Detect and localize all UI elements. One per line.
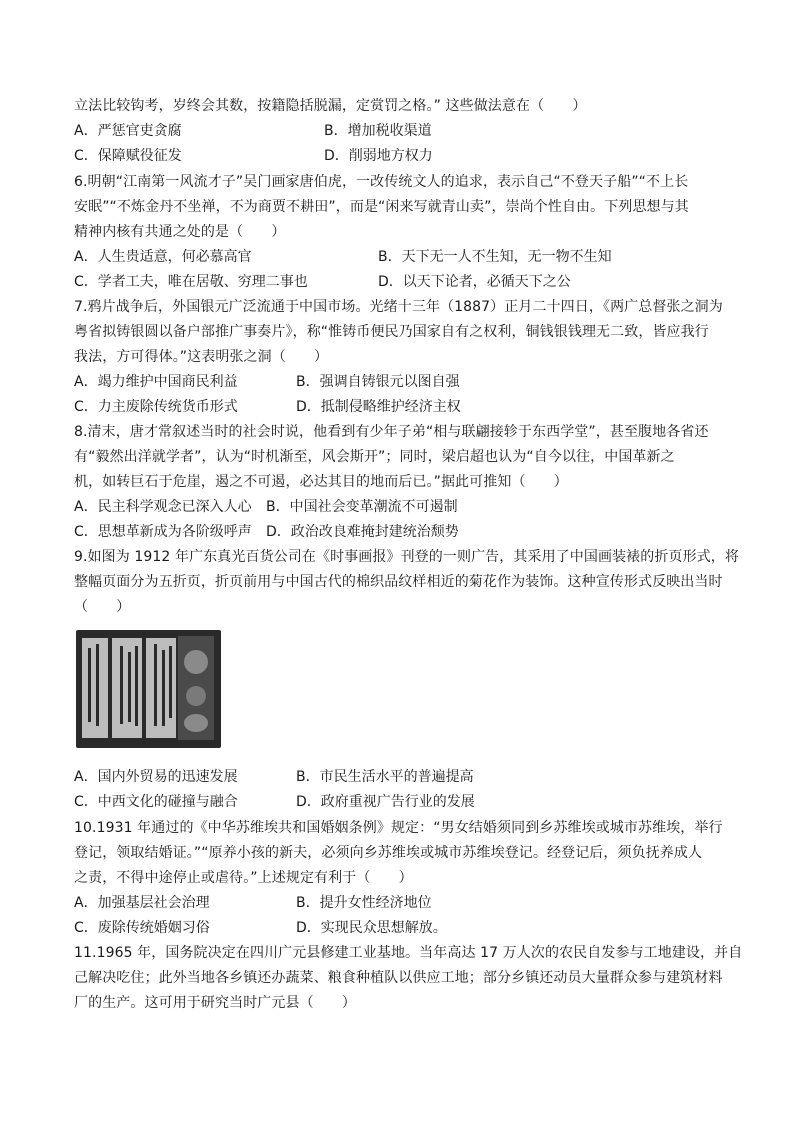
ad-fold-panel	[82, 638, 108, 738]
q8-stem-line-1: 8.清末，唐才常叙述当时的社会时说，他看到有少年子弟“相与联翩接轸于东西学堂”，甚至腹地各省还	[74, 424, 709, 440]
q10-option-b[interactable]: B．提升女性经济地位	[296, 895, 432, 911]
q11-stem-line-3: 厂的生产。这可用于研究当时广元县（ ）	[74, 995, 356, 1011]
q10-stem-line-1: 10.1931 年通过的《中华苏维埃共和国婚姻条例》规定：“男女结婚须同到乡苏维埃或城市苏维埃，举行	[74, 820, 723, 836]
q8-option-a[interactable]: A．民主科学观念已深入人心	[74, 499, 252, 515]
q10-stem-line-3: 之责，不得中途停止或虐待。”上述规定有利于（ ）	[74, 870, 413, 886]
q10-stem-line-2: 登记，领取结婚证。”“原养小孩的新夫，必须向乡苏维埃或城市苏维埃登记。经登记后，须负抚养成人	[74, 845, 703, 861]
q9-stem-line-3: （ ）	[74, 599, 131, 615]
q6-option-c[interactable]: C．学者工夫，唯在居敬、穷理二事也	[74, 274, 308, 290]
q9-option-b[interactable]: B．市民生活水平的普遍提高	[296, 769, 474, 785]
q9-stem-line-1: 9.如图为 1912 年广东真光百货公司在《时事画报》刊登的一则广告，其采用了中国画装裱的折页形式，将	[74, 549, 739, 565]
q7-stem-line-1: 7.鸦片战争后，外国银元广泛流通于中国市场。光绪十三年（1887）正月二十四日，《两广总督张之洞为	[74, 299, 723, 315]
q8-option-c[interactable]: C．思想革新成为各阶级呼声	[74, 524, 252, 540]
q11-stem-line-2: 己解决吃住；此外当地各乡镇还办蔬菜、粮食种植队以供应工地；部分乡镇还动员大量群众参与建筑材料	[74, 970, 723, 986]
q8-stem-line-3: 机，如转巨石于危崖，遏之不可遏，必达其目的地而后已。”据此可推知（ ）	[74, 474, 568, 490]
q5-option-d[interactable]: D．削弱地方权力	[324, 148, 433, 164]
q5-option-a[interactable]: A．严惩官吏贪腐	[74, 123, 182, 139]
q7-option-a[interactable]: A．竭力维护中国商民利益	[74, 374, 238, 390]
q8-option-b[interactable]: B．中国社会变革潮流不可遏制	[266, 499, 458, 515]
q10-option-a[interactable]: A．加强基层社会治理	[74, 895, 210, 911]
q6-stem-line-3: 精神内核有共通之处的是（ ）	[74, 224, 286, 240]
q5-stem: 立法比较钩考，岁终会其数，按籍隐括脱漏，定赏罚之格。” 这些做法意在（ ）	[74, 98, 587, 114]
q6-option-a[interactable]: A．人生贵适意，何必慕高官	[74, 249, 252, 265]
q7-option-c[interactable]: C．力主废除传统货币形式	[74, 399, 238, 415]
q9-option-a[interactable]: A．国内外贸易的迅速发展	[74, 769, 238, 785]
q7-stem-line-3: 我法，方可得体。”这表明张之洞（ ）	[74, 349, 329, 365]
q9-option-c[interactable]: C．中西文化的碰撞与融合	[74, 794, 238, 810]
q9-option-d[interactable]: D．政府重视广告行业的发展	[296, 794, 475, 810]
q10-option-d[interactable]: D．实现民众思想解放。	[296, 920, 447, 936]
q7-option-b[interactable]: B．强调自铸银元以图自强	[296, 374, 460, 390]
q9-stem-line-2: 整幅页面分为五折页，折页前用与中国古代的棉织品纹样相近的菊花作为装饰。这种宣传形式反映出当时	[74, 574, 723, 590]
q6-option-d[interactable]: D．以天下论者，必循天下之公	[378, 274, 571, 290]
advertisement-photo	[76, 630, 221, 748]
q6-stem-line-1: 6.明朝“江南第一风流才子”吴门画家唐伯虎，一改传统文人的追求，表示自己“不登天子船”“不上长	[74, 174, 689, 190]
q5-option-b[interactable]: B．增加税收渠道	[324, 123, 432, 139]
q10-option-c[interactable]: C．废除传统婚姻习俗	[74, 920, 210, 936]
q6-stem-line-2: 安眠”“不炼金丹不坐禅，不为商贾不耕田”，而是“闲来写就青山卖”，崇尚个性自由。下列思想与其	[74, 199, 689, 215]
q8-stem-line-2: 有“毅然出洋就学者”，认为“时机渐至，风会斯开”；同时，梁启超也认为“自今以往，中国革新之	[74, 449, 675, 465]
q11-stem-line-1: 11.1965 年，国务院决定在四川广元县修建工业基地。当年高达 17 万人次的农民自发参与工地建设，并自	[74, 945, 743, 961]
q7-stem-line-2: 粤省拟铸银圆以备户部推广事奏片》，称“惟铸币便民乃国家自有之权利，铜钱银钱理无二致，皆应我行	[74, 324, 709, 340]
q8-option-d[interactable]: D．政治改良难掩封建统治颓势	[266, 524, 459, 540]
q7-option-d[interactable]: D．抵制侵略维护经济主权	[296, 399, 461, 415]
q5-option-c[interactable]: C．保障赋役征发	[74, 148, 182, 164]
q6-option-b[interactable]: B．天下无一人不生知，无一物不生知	[378, 249, 612, 265]
